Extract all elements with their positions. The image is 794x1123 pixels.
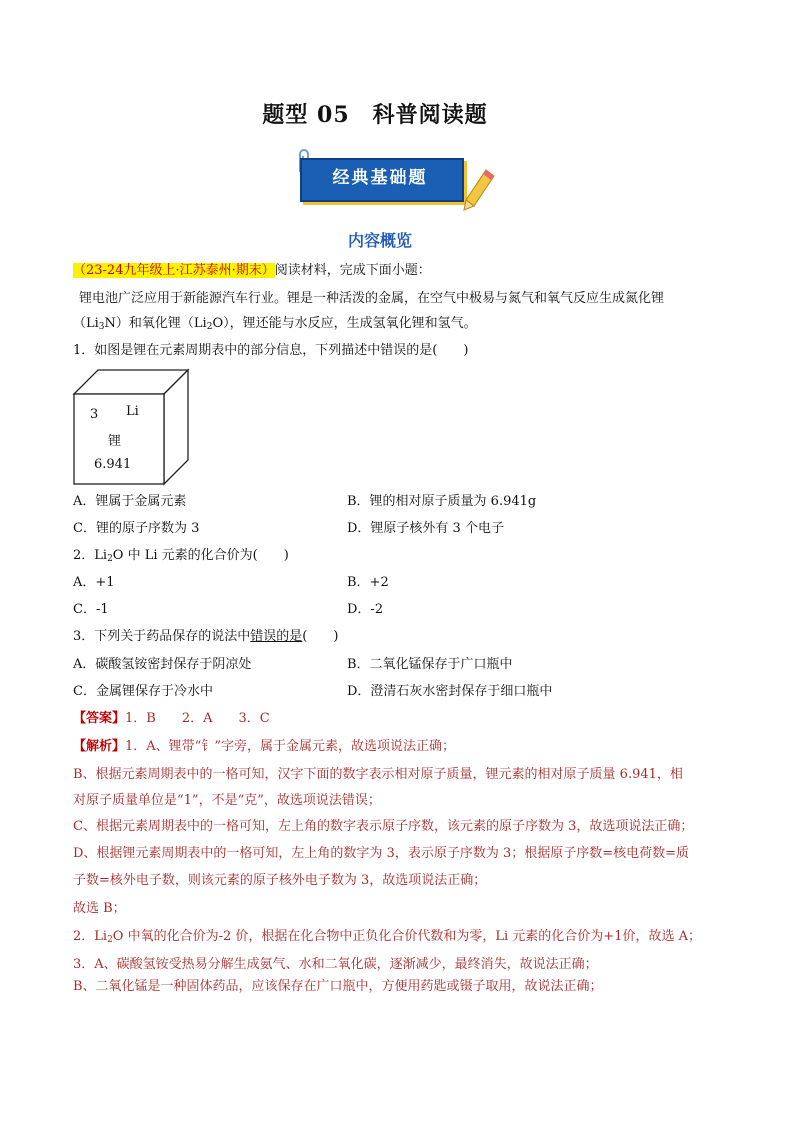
q1-stem: 1．如图是锂在元素周期表中的部分信息，下列描述中错误的是( ): [73, 343, 469, 358]
analysis-line-2: B、根据元素周期表中的一格可知，汉字下面的数字表示相对原子质量，锂元素的相对原子质量 6.941，相: [73, 767, 683, 782]
analysis-line-10: B、二氧化锰是一种固体药品，应该保存在广口瓶中，方便用药匙或镊子取用，故说法正确；: [73, 979, 603, 994]
banner-label: 经典基础题: [332, 168, 428, 188]
answer-label: 【答案】: [73, 711, 126, 726]
intro-paragraph-line2: $(Li_3N)$和氧化锂$(Li_2O)$，锂还能与水反应，生成氢氧化锂和氢气。: [73, 316, 477, 332]
analysis-line-4: C、根据元素周期表中的一格可知，左上角的数字表示原子序数，该元素的原子序数为 3，故选项说法正确；: [73, 819, 694, 834]
intro-paragraph-line1: 锂电池广泛应用于新能源汽车行业。锂是一种活泼的金属，在空气中极易与氮气和氧气反应生成氮化锂: [79, 291, 665, 306]
analysis-line-3: 对原子质量单位是“1”，不是“克”，故选项说法错误；: [73, 793, 381, 808]
q1-option-c: C．锂的原子序数为 3: [73, 521, 200, 536]
analysis-line-9: 3．A、碳酸氢铵受热易分解生成氨气、水和二氧化碳，逐渐减少，最终消失，故说法正确；: [73, 957, 598, 972]
source-tag: （23-24九年级上·江苏泰州·期末）: [73, 263, 275, 278]
intro-instruction: 阅读材料，完成下面小题：: [274, 263, 431, 278]
q3-option-b: B．二氧化锰保存于广口瓶中: [347, 657, 513, 672]
q2-option-a: A．+1: [73, 575, 115, 590]
element-atomic-number: 3: [90, 407, 99, 422]
q1-option-d: D．锂原子核外有 3 个电子: [347, 521, 504, 536]
element-name: 锂: [108, 434, 122, 449]
answer-text: 1．B 2．A 3．C: [125, 711, 270, 726]
pencil-icon: [460, 168, 496, 212]
q2-stem: 2．$Li_2O$ 中 Li 元素的化合价为( ): [73, 548, 289, 564]
content-overview-heading: 内容概览: [347, 231, 412, 250]
analysis-line-1: 【解析】1．A、锂带“钅”字旁，属于金属元素，故选项说法正确；: [73, 739, 455, 754]
q3-option-a: A．碳酸氢铵密封保存于阴凉处: [73, 657, 252, 672]
section-banner: [294, 148, 504, 214]
q1-option-b: B．锂的相对原子质量为 6.941g: [347, 494, 537, 509]
analysis-line-8: 2．$Li_2O$ 中氧的化合价为-2 价，根据在化合物中正负化合价代数和为零，Li 元素的化合价为+1价，故选 A；: [73, 929, 701, 945]
intro-line: [73, 262, 431, 280]
q2-option-b: B．+2: [347, 575, 389, 590]
q1-option-a: A．锂属于金属元素: [73, 494, 187, 509]
page-title: 题型 05 科普阅读题: [262, 102, 488, 128]
q3-option-c: C．金属锂保存于冷水中: [73, 684, 213, 699]
analysis-line-6: 子数=核外电子数，则该元素的原子核外电子数为 3，故选项说法正确；: [73, 873, 487, 888]
element-symbol: Li: [126, 404, 139, 419]
q3-option-d: D．澄清石灰水密封保存于细口瓶中: [347, 684, 553, 699]
answer-line: [73, 710, 270, 728]
analysis-line-5: D、根据锂元素周期表中的一格可知，左上角的数字为 3，表示原子序数为 3；根据原子序数=核电荷数=质: [73, 846, 690, 861]
analysis-label: 【解析】: [73, 739, 126, 754]
q2-option-d: D．-2: [347, 602, 384, 617]
q3-stem: 3．下列关于药品保存的说法中错误的是( ): [73, 629, 339, 644]
element-mass: 6.941: [94, 457, 132, 472]
analysis-line-7: 故选 B；: [73, 901, 126, 916]
q2-option-c: C．-1: [73, 602, 109, 617]
